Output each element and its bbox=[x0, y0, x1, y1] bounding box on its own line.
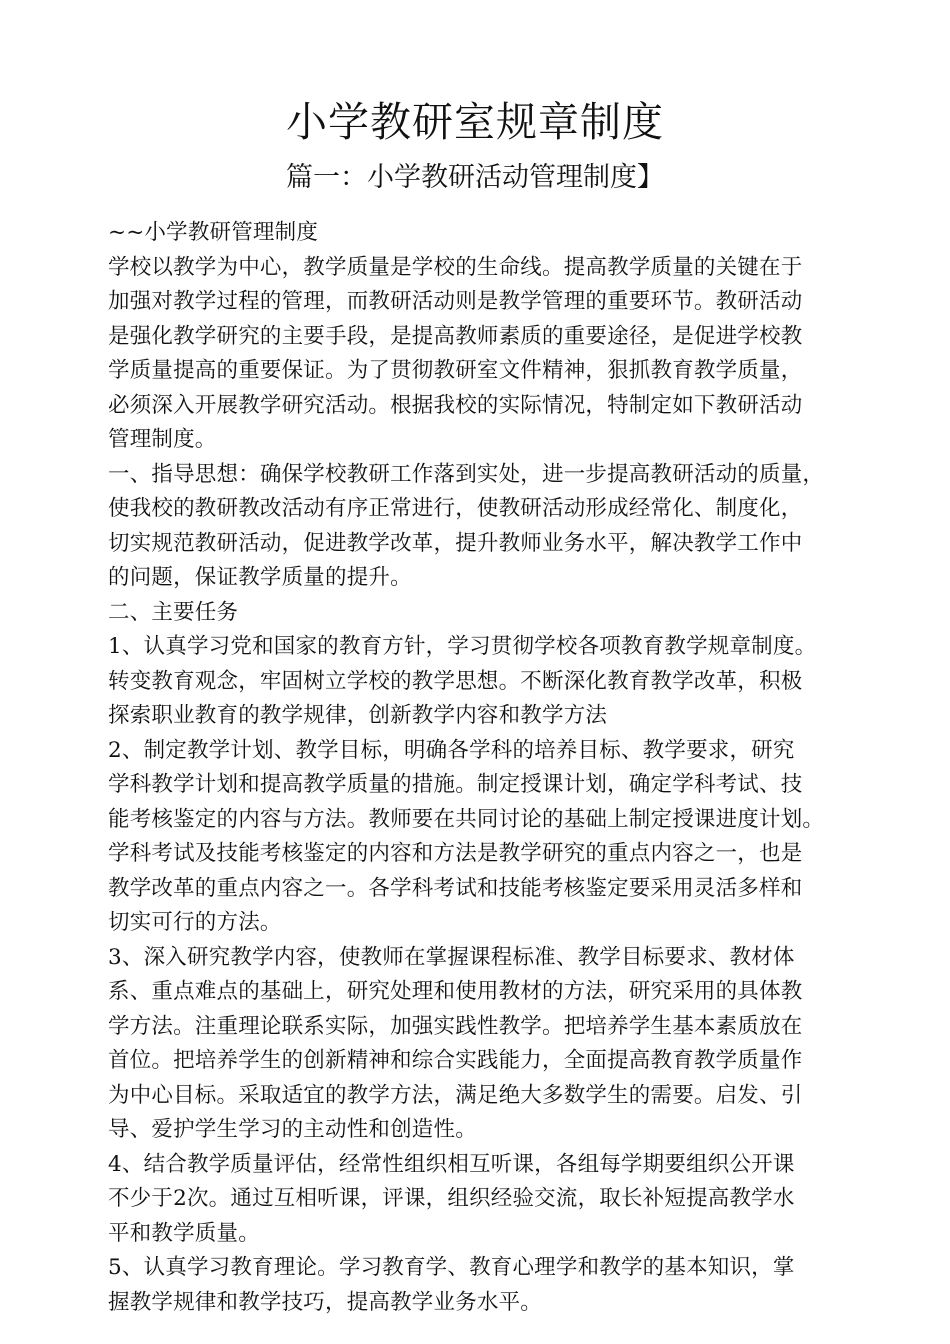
body-line: 2、制定教学计划、教学目标，明确各学科的培养目标、教学要求，研究 bbox=[108, 737, 795, 763]
body-line: 是强化教学研究的主要手段，是提高教师素质的重要途径，是促进学校教 bbox=[108, 323, 803, 349]
body-line: 一、指导思想：确保学校教研工作落到实处，进一步提高教研活动的质量， bbox=[108, 461, 825, 487]
body-line: 首位。把培养学生的创新精神和综合实践能力，全面提高教育教学质量作 bbox=[108, 1048, 803, 1073]
body-line: 切实规范教研活动，促进教学改革，提升教师业务水平，解决教学工作中 bbox=[108, 530, 803, 556]
body-line: 学科教学计划和提高教学质量的措施。制定授课计划，确定学科考试、技 bbox=[108, 772, 803, 797]
body-line: 转变教育观念，牢固树立学校的教学思想。不断深化教育教学改革，积极 bbox=[108, 668, 803, 694]
body-line: ~~小学教研管理制度 bbox=[108, 220, 319, 245]
body-line: 不少于2次。通过互相听课，评课，组织经验交流，取长补短提高教学水 bbox=[108, 1186, 795, 1211]
document-subtitle: 篇一：小学教研活动管理制度】 bbox=[286, 162, 664, 193]
document-body bbox=[108, 216, 878, 1320]
document-title: 小学教研室规章制度 bbox=[286, 98, 664, 146]
body-line: 3、深入研究教学内容，使教师在掌握课程标准、教学目标要求、教材体 bbox=[108, 944, 795, 970]
body-line: 必须深入开展教学研究活动。根据我校的实际情况，特制定如下教研活动 bbox=[108, 392, 803, 418]
body-line: 1、认真学习党和国家的教育方针，学习贯彻学校各项教育教学规章制度。 bbox=[108, 634, 817, 659]
body-line: 的问题，保证教学质量的提升。 bbox=[108, 565, 412, 590]
body-line: 使我校的教研教改活动有序正常进行，使教研活动形成经常化、制度化， bbox=[108, 496, 803, 521]
body-line: 教学改革的重点内容之一。各学科考试和技能考核鉴定要采用灵活多样和 bbox=[108, 875, 803, 901]
body-line: 能考核鉴定的内容与方法。教师要在共同讨论的基础上制定授课进度计划。 bbox=[108, 806, 825, 832]
body-line: 导、爱护学生学习的主动性和创造性。 bbox=[108, 1117, 477, 1142]
body-line: 学质量提高的重要保证。为了贯彻教研室文件精神，狠抓教育教学质量， bbox=[108, 358, 803, 383]
body-line: 学校以教学为中心，教学质量是学校的生命线。提高教学质量的关键在于 bbox=[108, 254, 803, 280]
body-line: 握教学规律和教学技巧，提高教学业务水平。 bbox=[108, 1289, 543, 1315]
body-line: 切实可行的方法。 bbox=[108, 910, 282, 935]
body-line: 为中心目标。采取适宜的教学方法，满足绝大多数学生的需要。启发、引 bbox=[108, 1082, 803, 1108]
body-line: 探索职业教育的教学规律，创新教学内容和教学方法 bbox=[108, 703, 608, 728]
body-line: 加强对教学过程的管理，而教研活动则是教学管理的重要环节。教研活动 bbox=[108, 289, 803, 314]
body-line: 5、认真学习教育理论。学习教育学、教育心理学和教学的基本知识，掌 bbox=[108, 1255, 795, 1280]
body-line: 系、重点难点的基础上，研究处理和使用教材的方法，研究采用的具体教 bbox=[108, 979, 803, 1004]
body-line: 4、结合教学质量评估，经常性组织相互听课，各组每学期要组织公开课 bbox=[108, 1151, 795, 1177]
body-line: 平和教学质量。 bbox=[108, 1220, 260, 1246]
body-line: 二、主要任务 bbox=[108, 599, 239, 625]
body-line: 学科考试及技能考核鉴定的内容和方法是教学研究的重点内容之一，也是 bbox=[108, 841, 803, 866]
body-line: 管理制度。 bbox=[108, 427, 217, 452]
body-line: 学方法。注重理论联系实际，加强实践性教学。把培养学生基本素质放在 bbox=[108, 1013, 803, 1039]
